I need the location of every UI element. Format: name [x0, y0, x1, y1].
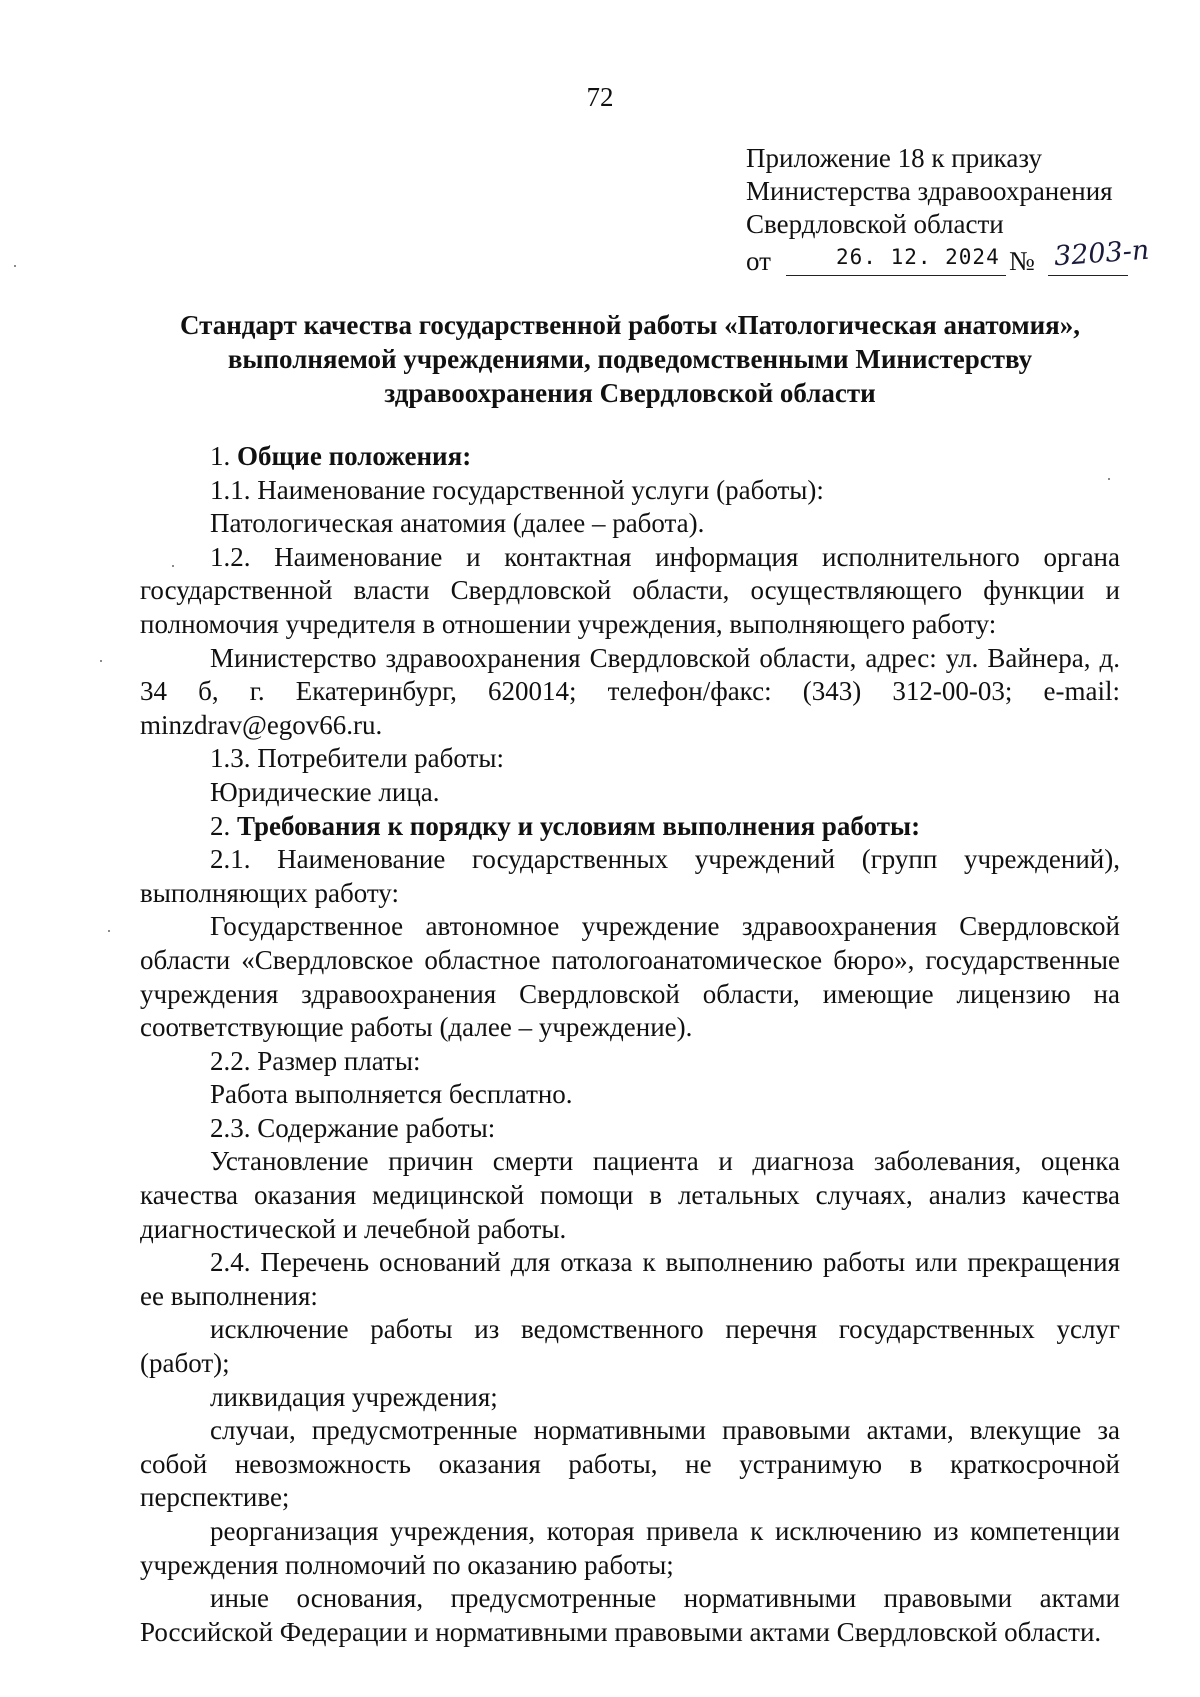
- page-number: 72: [586, 82, 614, 112]
- section-number: 2.: [210, 810, 231, 841]
- list-item: исключение работы из ведомственного перечня государственных услуг (работ);: [140, 1314, 1120, 1379]
- number-label: №: [1009, 246, 1035, 276]
- document-body: [140, 440, 1120, 1649]
- title-line: Стандарт качества государственной работы «Патологическая анатомия»,: [179, 310, 1081, 340]
- paragraph: 2.1. Наименование государственных учреждений (групп учреждений), выполняющих работу:: [140, 844, 1120, 908]
- appendix-line: Свердловской области: [746, 209, 1004, 239]
- appendix-line: Приложение 18 к приказу: [746, 143, 1042, 173]
- title-line: выполняемой учреждениями, подведомственными Министерству: [227, 344, 1033, 374]
- paragraph: 2.2. Размер платы:: [210, 1045, 421, 1076]
- paragraph: Министерство здравоохранения Свердловской области, адрес: ул. Вайнера, д. 34 б, г. Екатеринбург, 620014; телефон/факс: (343) 312-00-03; e-mail: minzdrav@egov66.ru.: [140, 642, 1120, 740]
- scan-speck: [14, 265, 16, 267]
- paragraph: Работа выполняется бесплатно.: [210, 1079, 573, 1110]
- list-item: иные основания, предусмотренные нормативными правовыми актами Российской Федерации и нормативными правовыми актами Свердловской области.: [140, 1583, 1120, 1647]
- scan-speck: [100, 660, 102, 662]
- document-title: [140, 308, 1120, 410]
- list-item: реорганизация учреждения, которая привела к исключению из компетенции учреждения полномочий по оказанию работы;: [140, 1516, 1120, 1580]
- section-number: 1.: [210, 441, 231, 471]
- appendix-header: [746, 142, 1151, 277]
- section-heading: [140, 810, 1120, 844]
- paragraph: Юридические лица.: [210, 776, 440, 807]
- paragraph: 2.3. Содержание работы:: [210, 1112, 496, 1143]
- order-date: 26. 12. 2024: [836, 245, 1000, 269]
- order-date-number-row: [746, 234, 1151, 277]
- number-underline: [1048, 275, 1128, 276]
- section-title: Требования к порядку и условиям выполнения работы:: [237, 810, 921, 841]
- title-line: здравоохранения Свердловской области: [384, 378, 876, 408]
- paragraph: Установление причин смерти пациента и диагноза заболевания, оценка качества оказания медицинской помощи в летальных случаях, анализ качества диагностической и лечебной работы.: [140, 1146, 1120, 1244]
- section-title: Общие положения:: [237, 441, 472, 471]
- from-label: от: [746, 246, 771, 276]
- paragraph: 1.2. Наименование и контактная информация исполнительного органа государственной власти Свердловской области, осуществляющего функции и полномочия учредителя в отношении учреждения, выполняющего работу:: [140, 541, 1120, 639]
- order-number-handwritten: 3203-п: [1053, 234, 1151, 273]
- scan-speck: [172, 565, 174, 567]
- list-item: ликвидация учреждения;: [210, 1381, 498, 1412]
- appendix-line: Министерства здравоохранения: [746, 176, 1113, 206]
- paragraph: Государственное автономное учреждение здравоохранения Свердловской области «Свердловское областное патологоанатомическое бюро», государственные учреждения здравоохранения Свердловской области, имеющие лицензию на соответствующие работы (далее – учреждение).: [140, 911, 1120, 1043]
- paragraph: 1.3. Потребители работы:: [210, 743, 504, 774]
- paragraph: 1.1. Наименование государственной услуги (работы):: [210, 474, 824, 505]
- scan-speck: [1108, 478, 1110, 480]
- date-underline: [786, 275, 1006, 276]
- scan-speck: [108, 930, 110, 932]
- list-item: случаи, предусмотренные нормативными правовыми актами, влекущие за собой невозможность оказания работы, не устранимую в краткосрочной перспективе;: [140, 1415, 1120, 1513]
- paragraph: Патологическая анатомия (далее – работа).: [210, 508, 705, 539]
- paragraph: 2.4. Перечень оснований для отказа к выполнению работы или прекращения ее выполнения:: [140, 1247, 1120, 1311]
- section-heading: [140, 440, 1120, 474]
